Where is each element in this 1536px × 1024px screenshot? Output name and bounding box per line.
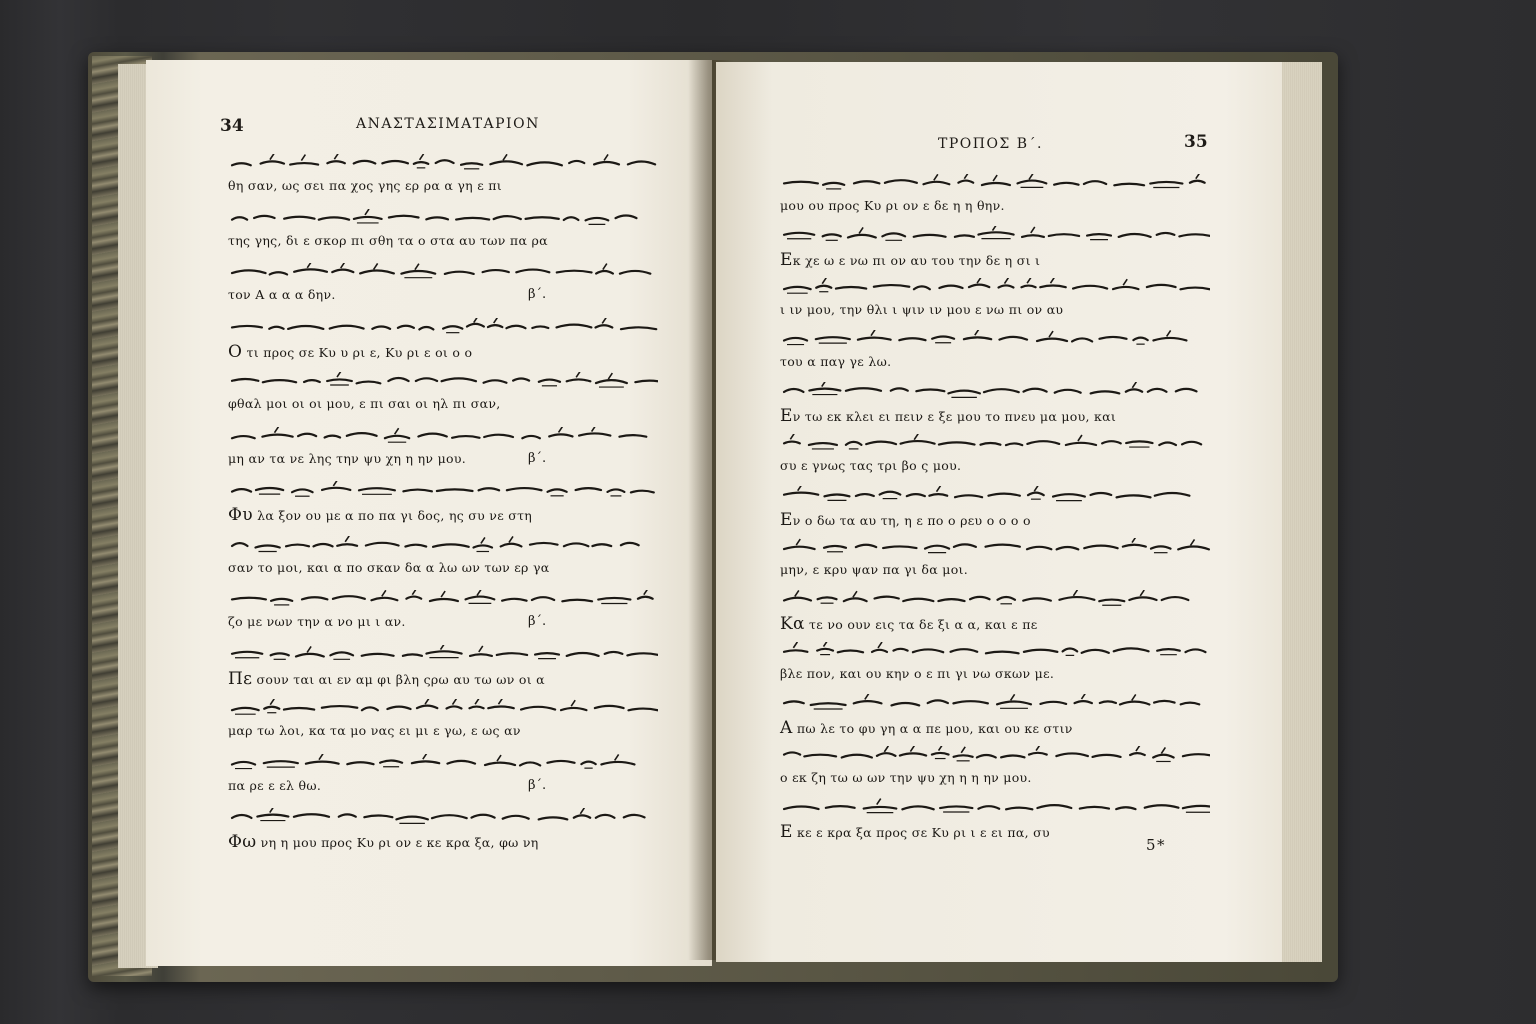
neume-row: [228, 645, 658, 663]
lyric-text: [780, 458, 1210, 473]
neume-row: [228, 536, 658, 554]
lyric-text: [780, 406, 1210, 426]
neume-row: [780, 590, 1210, 608]
drop-capital: Ε: [780, 510, 793, 530]
lyric-text: [780, 198, 1210, 213]
lyric-syllables: φθαλ μοι οι οι μου, ε πι σαι οι ηλ πι σαν,: [228, 396, 501, 411]
lyric-syllables: ζο με νων την α νο μι ι αν.: [228, 614, 406, 629]
lyric-text: [228, 342, 658, 362]
drop-capital: Φω: [228, 832, 257, 852]
right-running-head: ΤΡΟΠΟΣ Β΄.: [938, 136, 1044, 152]
lyric-syllables: μου ου προς Κυ ρι ον ε δε η η θην.: [780, 198, 1005, 213]
lyric-text: [780, 354, 1210, 369]
lyric-syllables: τε νο ουν εις τα δε ξι α α, και ε πε: [804, 617, 1038, 632]
lyric-syllables: της γης, δι ε σκορ πι σθη τα ο στα αυ των πα ρα: [228, 232, 548, 248]
mode-mark: β΄.: [528, 777, 547, 793]
lyric-text: [228, 451, 658, 466]
neume-row: [780, 746, 1210, 764]
lyric-syllables: τον Α α α α δην.: [228, 287, 336, 302]
neume-row: [780, 486, 1210, 504]
lyric-syllables: συ ε γνως τας τρι βο ς μου.: [780, 458, 962, 473]
drop-capital: Ο: [228, 341, 243, 362]
lyric-text: [780, 614, 1210, 634]
lyric-text: [228, 396, 658, 411]
neume-row: [228, 699, 658, 717]
lyric-text: [780, 250, 1210, 270]
neume-row: [228, 318, 658, 336]
lyric-text: [228, 669, 658, 689]
neume-row: [228, 590, 658, 608]
lyric-text: [780, 302, 1210, 317]
lyric-text: [780, 562, 1210, 577]
drop-capital: Ε: [780, 406, 793, 426]
lyric-syllables: ο εκ ζη τω ω ων την ψυ χη η η ην μου.: [780, 770, 1032, 785]
left-page-number: 34: [220, 116, 244, 136]
lyric-syllables: λα ξον ου με α πο πα γι δος, ης συ νε στη: [252, 508, 533, 523]
lyric-syllables: του α παγ γε λω.: [780, 354, 892, 369]
drop-capital: Α: [780, 718, 793, 738]
lyric-text: [228, 832, 658, 852]
drop-capital: Πε: [228, 668, 253, 689]
lyric-syllables: νη η μου προς Κυ ρι ον ε κε κρα ξα, φω νη: [256, 835, 539, 850]
lyric-syllables: πω λε το φυ γη α α πε μου, και ου κε στιν: [792, 721, 1073, 736]
left-page: [146, 60, 712, 966]
lyric-syllables: θη σαν, ως σει πα χος γης ερ ρα α γη ε πι: [228, 178, 502, 193]
lyric-text: [780, 666, 1210, 681]
mode-mark: β΄.: [528, 287, 547, 302]
lyric-syllables: μην, ε κρυ ψαν πα γι δα μοι.: [780, 562, 968, 577]
neume-row: [780, 798, 1210, 816]
neume-row: [780, 538, 1210, 556]
neume-row: [228, 481, 658, 499]
neume-row: [228, 372, 658, 390]
lyric-syllables: μαρ τω λοι, κα τα μο νας ει μι ε γω, ε ως αν: [228, 723, 521, 738]
neume-row: [228, 754, 658, 772]
drop-capital: Ε: [780, 250, 793, 270]
lyric-syllables: ν τω εκ κλει ει πειν ε ξε μου το πνευ μα μου, και: [792, 409, 1117, 424]
lyric-syllables: κε ε κρα ξα προς σε Κυ ρι ι ε ει πα, συ: [792, 825, 1050, 840]
signature-mark: 5*: [1146, 836, 1167, 854]
neume-row: [780, 434, 1210, 452]
neume-row: [780, 382, 1210, 400]
drop-capital: Κα: [780, 614, 805, 634]
mode-mark: β΄.: [528, 450, 547, 466]
lyric-text: [228, 560, 658, 575]
neume-row: [780, 330, 1210, 348]
lyric-syllables: ι ιν μου, την θλι ι ψιν ιν μου ε νω πι ον αυ: [780, 302, 1064, 317]
lyric-syllables: μη αν τα νε λης την ψυ χη η ην μου.: [228, 450, 466, 466]
lyric-text: [228, 233, 658, 248]
lyric-text: [228, 778, 658, 793]
lyric-syllables: βλε πον, και ου κην ο ε πι γι νω σκων με.: [780, 666, 1055, 681]
lyric-text: [228, 505, 658, 525]
right-page: [716, 62, 1282, 962]
lyric-text: [228, 723, 658, 738]
lyric-text: [780, 510, 1210, 530]
neume-row: [228, 154, 658, 172]
drop-capital: Ε: [780, 822, 793, 842]
lyric-syllables: κ χε ω ε νω πι ον αυ του την δε η σι ι: [792, 253, 1041, 268]
neume-row: [780, 694, 1210, 712]
right-page-edges: [1278, 62, 1322, 962]
mode-mark: β΄.: [528, 614, 547, 629]
lyric-syllables: σαν το μοι, και α πο σκαν δα α λω ων των ερ γα: [228, 559, 550, 575]
right-page-number: 35: [1184, 132, 1208, 152]
neume-row: [228, 808, 658, 826]
lyric-syllables: σουν ται αι εν αμ φι βλη ςρω αυ τω ων οι α: [252, 671, 545, 687]
neume-row: [228, 209, 658, 227]
drop-capital: Φυ: [228, 505, 253, 525]
lyric-syllables: πα ρε ε ελ θω.: [228, 777, 322, 793]
neume-row: [780, 642, 1210, 660]
lyric-text: [228, 178, 658, 193]
neume-row: [780, 226, 1210, 244]
lyric-syllables: ν ο δω τα αυ τη, η ε πο ο ρευ ο ο ο ο: [792, 513, 1031, 528]
left-running-head: ΑΝΑΣΤΑΣΙΜΑΤΑΡΙΟΝ: [356, 116, 540, 132]
lyric-text: [780, 770, 1210, 785]
neume-row: [228, 427, 658, 445]
neume-row: [780, 278, 1210, 296]
neume-row: [780, 174, 1210, 192]
lyric-text: [228, 287, 658, 302]
lyric-text: [228, 614, 658, 629]
lyric-text: [780, 718, 1210, 738]
lyric-syllables: τι προς σε Κυ υ ρι ε, Κυ ρι ε οι ο ο: [242, 344, 473, 360]
neume-row: [228, 263, 658, 281]
